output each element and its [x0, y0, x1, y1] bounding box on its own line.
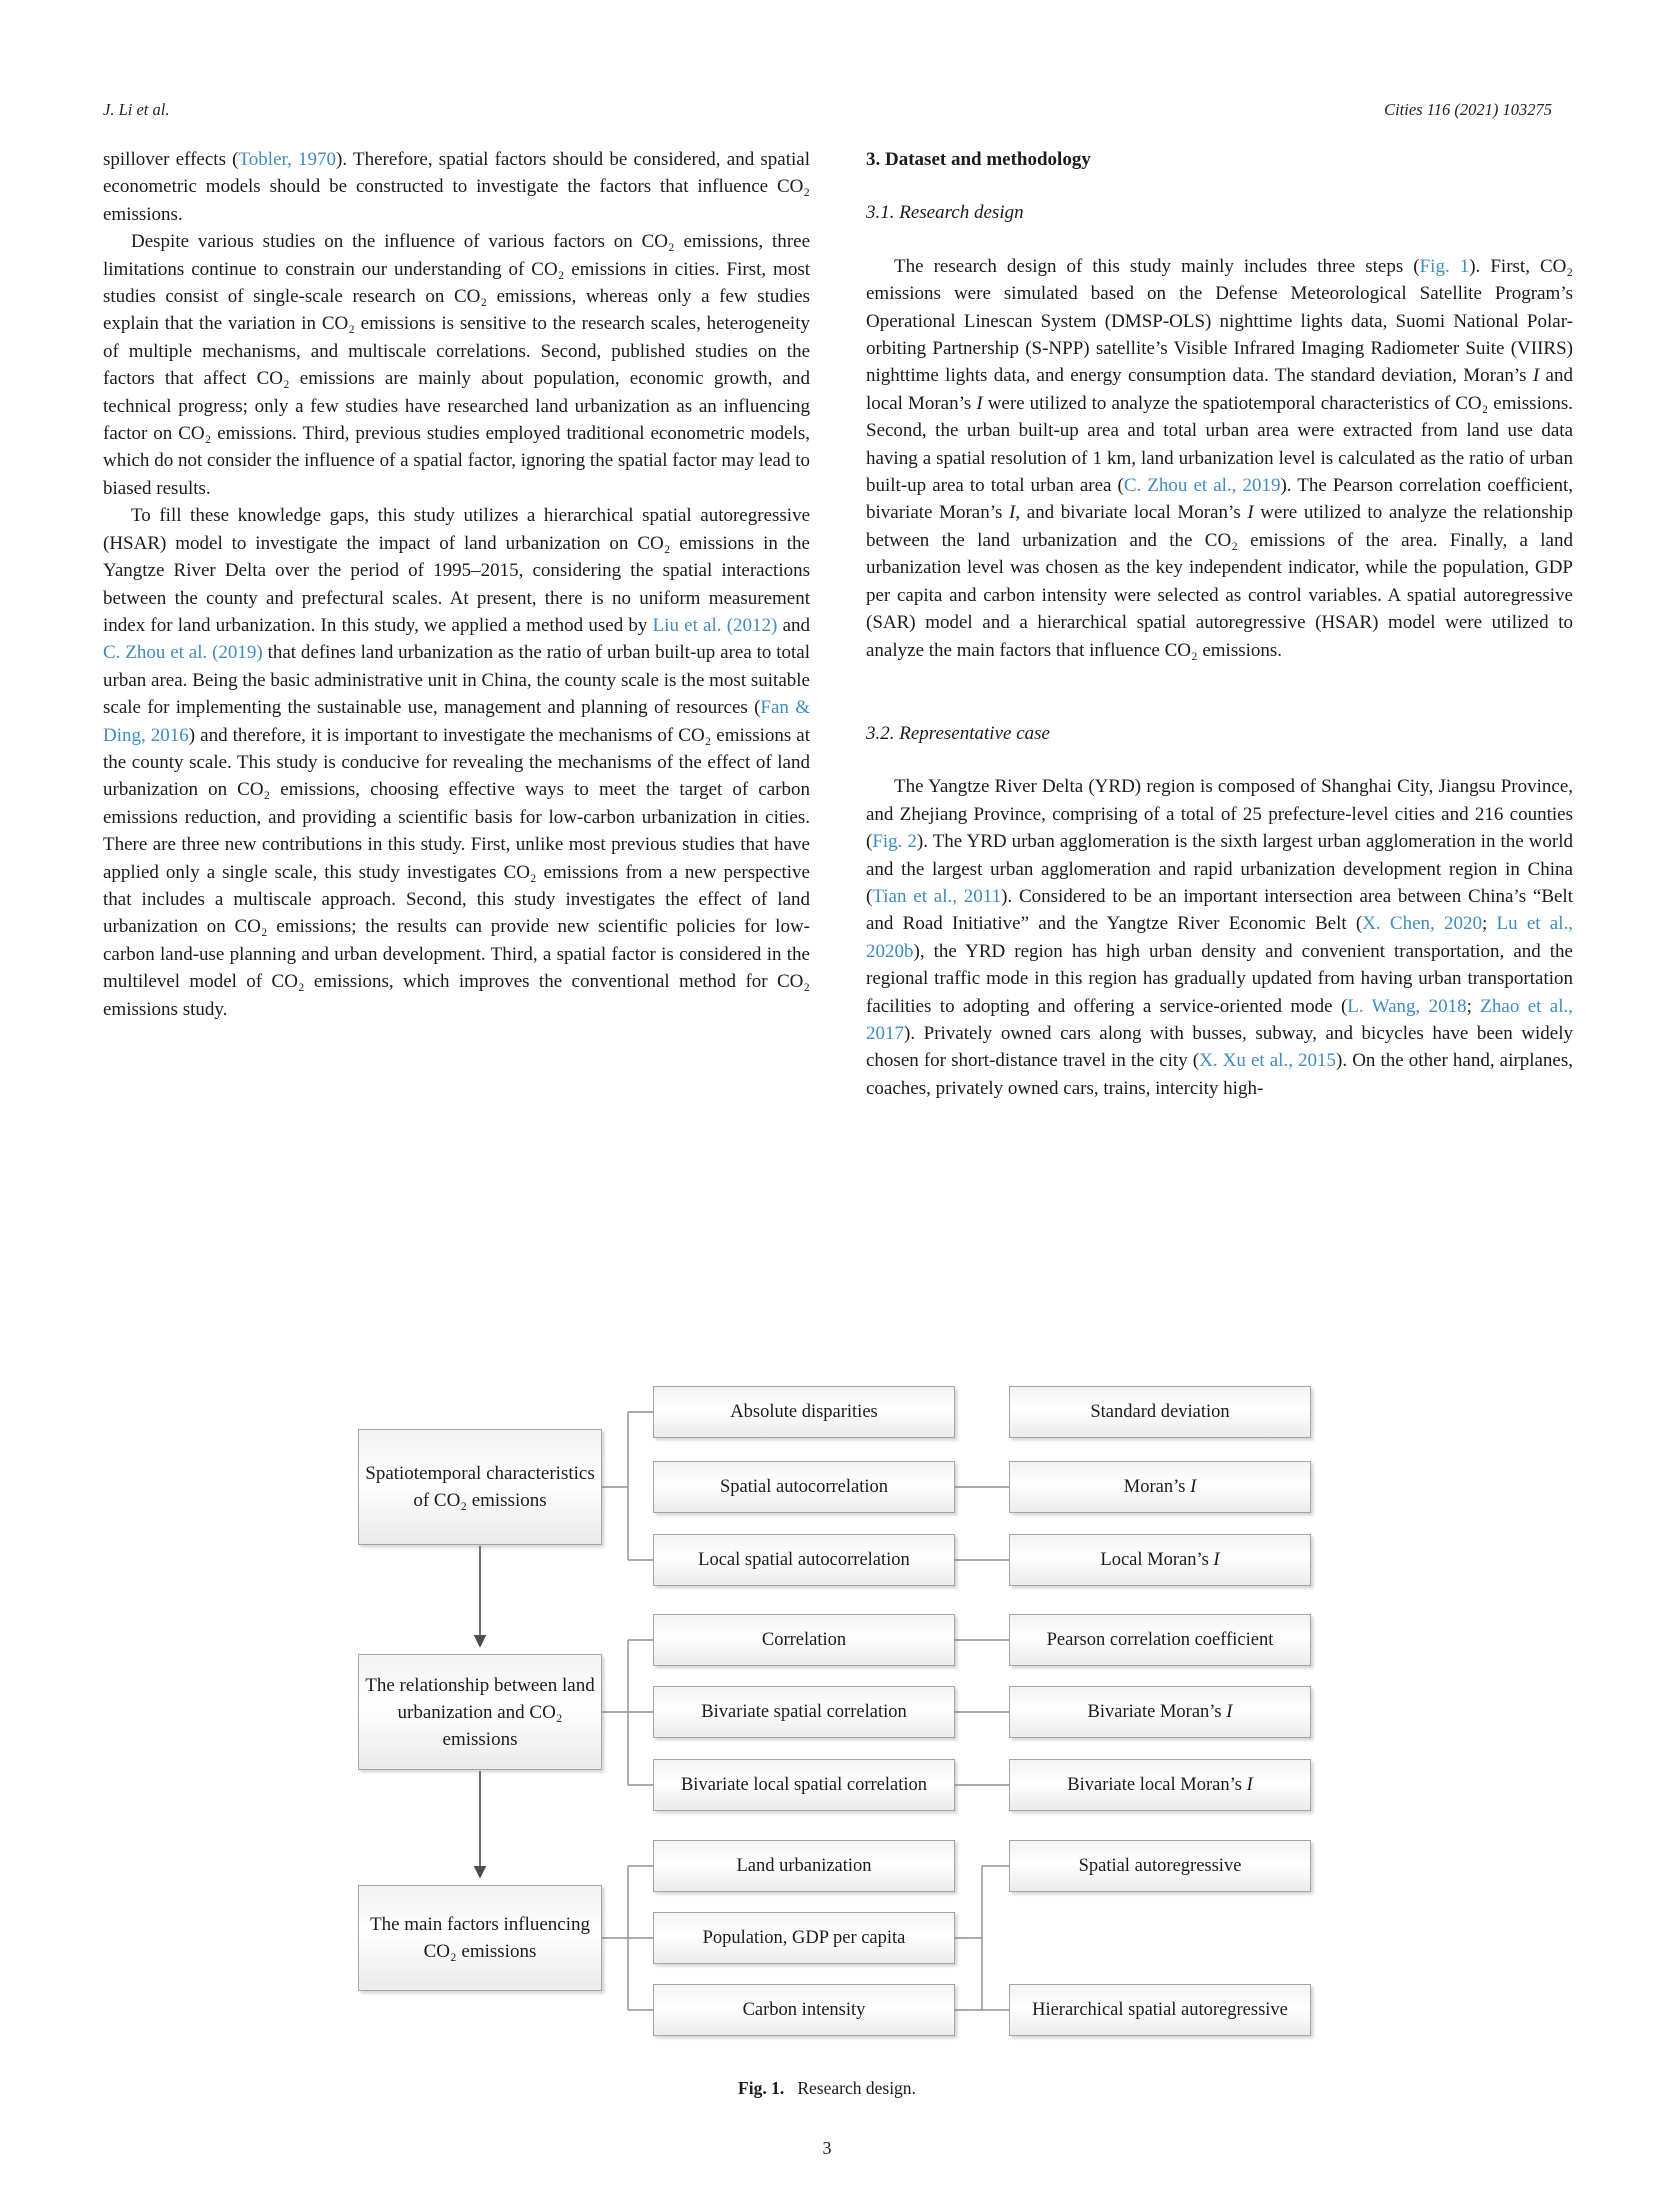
figure-tool-box — [1009, 1984, 1311, 2036]
subsection-heading-research-design: 3.1. Research design — [866, 202, 1024, 224]
paragraph: The Yangtze River Delta (YRD) region is composed of Shanghai City, Jiangsu Province, and Zhejiang Province, comprising of a total of 25 prefecture-level cities and 216 counties (Fig. 2). The YRD urban agglomeration is the sixth largest urban agglomeration in the world and the largest urban agglomeration and rapid urbanization development region in China (Tian et al., 2011). Considered to be an important intersection area between China’s “Belt and Road Initiative” and the Yangtze River Economic Belt (X. Chen, 2020; Lu et al., 2020b), the YRD region has high urban density and convenient transportation, and the regional traffic mode in this region has gradually updated from having urban transportation facilities to adopting and offering a service-oriented mode (L. Wang, 2018; Zhao et al., 2017). Privately owned cars along with busses, subway, and bicycles have been widely chosen for short-distance travel in the city (X. Xu et al., 2015). On the other hand, airplanes, coaches, privately owned cars, trains, intercity high- — [866, 776, 1574, 1099]
figure-method-box: Land urbanization — [653, 1840, 955, 1892]
page-number: 3 — [822, 2138, 832, 2158]
figure-tool-box — [1009, 1614, 1311, 1666]
citation-link[interactable]: Fig. 1 — [1419, 255, 1470, 277]
figure-tool-box — [1009, 1840, 1311, 1892]
figure-tool-box — [1009, 1686, 1311, 1738]
figure-method-box: Correlation — [653, 1614, 955, 1666]
paragraph: Despite various studies on the influence of various factors on CO₂ emissions, three limitations continue to constrain our understanding of CO₂ emissions in cities. First, most studies consist of single-scale research on CO₂ emissions, whereas only a few studies explain that the variation in CO₂ emissions is sensitive to the research scales, heterogeneity of multiple mechanisms, and multiscale correlations. Second, published studies on the factors that affect CO₂ emissions are mainly about population, economic growth, and technical progress; only a few studies have researched land urbanization as an influencing factor on CO₂ emissions. Third, previous studies employed traditional econometric models, which do not consider the influence of a spatial factor, ignoring the spatial factor may lead to biased results. — [103, 231, 810, 499]
column-right — [866, 146, 1573, 1102]
citation-link[interactable]: Tian et al., 2011 — [872, 885, 1002, 907]
figure-tool-box — [1009, 1534, 1311, 1586]
citation-link[interactable]: Fig. 2 — [872, 831, 917, 853]
figure-caption-label: Fig. 1. — [738, 2078, 785, 2098]
figure-tool-label: Bivariate Moran’s I — [1087, 1701, 1233, 1722]
figure-tool-label: Spatial autoregressive — [1078, 1855, 1242, 1876]
figure-tool-label: Pearson correlation coefficient — [1046, 1629, 1274, 1650]
citation-link[interactable]: X. Chen, 2020 — [1362, 913, 1482, 935]
figure-tool-box — [1009, 1386, 1311, 1438]
column-left — [103, 146, 810, 1023]
figure-caption-text: Research design. — [797, 2078, 916, 2098]
paragraph: To fill these knowledge gaps, this study utilizes a hierarchical spatial autoregressive (HSAR) model to investigate the impact of land urbanization on CO₂ emissions in the Yangtze River Delta over the period of 1995–2015, considering the spatial interactions between the county and prefectural scales. At present, there is no uniform measurement index for land urbanization. In this study, we applied a method used by Liu et al. (2012) and C. Zhou et al. (2019) that defines land urbanization as the ratio of urban built-up area to total urban area. Being the basic administrative unit in China, the county scale is the most suitable scale for implementing the sustainable use, management and planning of resources (Fan & Ding, 2016) and therefore, it is important to investigate the mechanisms of CO₂ emissions at the county scale. This study is conducive for revealing the mechanisms of the effect of land urbanization on CO₂ emissions, choosing effective ways to meet the target of carbon emissions reduction, and providing a scientific basis for low-carbon urbanization in cities. There are three new contributions in this study. First, unlike most previous studies that have applied only a single scale, this study investigates CO₂ emissions from a new perspective that includes a multiscale approach. Second, this study investigates the effect of land urbanization on CO₂ emissions; the results can provide new scientific policies for low-carbon land-use planning and urban development. Third, a spatial factor is considered in the multilevel model of CO₂ emissions, which improves the conventional method for CO₂ emissions study. — [103, 505, 810, 1020]
citation-link[interactable]: Tobler, 1970 — [238, 149, 337, 170]
running-head-journal: Cities 116 (2021) 103275 — [1384, 100, 1552, 119]
subsection-heading-representative-case: 3.2. Representative case — [866, 722, 1050, 744]
figure-tool-label: Local Moran’s I — [1100, 1549, 1220, 1570]
figure-stage-box: Spatiotemporal characteristics of CO₂ emissions — [358, 1429, 602, 1545]
citation-link[interactable]: Zhao et al., 2017 — [866, 995, 1574, 1044]
section-heading-dataset-methodology: 3. Dataset and methodology — [866, 149, 1091, 170]
running-head-authors: J. Li et al. — [103, 100, 170, 119]
figure-method-box: Spatial autocorrelation — [653, 1461, 955, 1513]
figure-caption — [0, 2078, 1654, 2099]
figure-method-box: Population, GDP per capita — [653, 1912, 955, 1964]
figure-method-box: Local spatial autocorrelation — [653, 1534, 955, 1586]
figure-stage-box: The main factors influencing CO₂ emissions — [358, 1885, 602, 1991]
citation-link[interactable]: C. Zhou et al. (2019) — [103, 642, 263, 664]
figure-method-box: Carbon intensity — [653, 1984, 955, 2036]
paragraph: spillover effects (Tobler, 1970). Therefore, spatial factors should be considered, and spatial econometric models should be constructed to investigate the factors that influence CO₂ emissions. — [103, 149, 810, 225]
figure-method-box: Bivariate spatial correlation — [653, 1686, 955, 1738]
figure-tool-box — [1009, 1759, 1311, 1811]
citation-link[interactable]: Liu et al. (2012) — [652, 614, 778, 636]
figure-method-box: Absolute disparities — [653, 1386, 955, 1438]
figure-tool-label: Hierarchical spatial autoregressive — [1032, 1999, 1288, 2020]
citation-link[interactable]: X. Xu et al., 2015 — [1199, 1050, 1337, 1072]
citation-link[interactable]: L. Wang, 2018 — [1347, 995, 1467, 1017]
paragraph: The research design of this study mainly includes three steps (Fig. 1). First, CO₂ emissions were simulated based on the Defense Meteorological Satellite Program’s Operational Linescan System (DMSP-OLS) nighttime lights data, Suomi National Polar-orbiting Partnership (S-NPP) satellite’s Visible Infrared Imaging Radiometer Suite (VIIRS) nighttime lights data, and energy consumption data. The standard deviation, Moran’s I and local Moran’s I were utilized to analyze the spatiotemporal characteristics of CO₂ emissions. Second, the urban built-up area and total urban area were extracted from land use data having a spatial resolution of 1 km, land urbanization level is calculated as the ratio of urban built-up area to total urban area (C. Zhou et al., 2019). The Pearson correlation coefficient, bivariate Moran’s I, and bivariate local Moran’s I were utilized to analyze the relationship between the land urbanization and the CO₂ emissions of the area. Finally, a land urbanization level was chosen as the key independent indicator, while the population, GDP per capita and carbon intensity were selected as control variables. A spatial autoregressive (SAR) model and a hierarchical spatial autoregressive (HSAR) model were utilized to analyze the main factors that influence CO₂ emissions. — [866, 255, 1573, 661]
citation-link[interactable]: Lu et al., 2020b — [866, 913, 1574, 962]
figure-tool-label: Moran’s I — [1123, 1476, 1197, 1497]
figure-stage-box: The relationship between land urbanization and CO₂ emissions — [358, 1654, 602, 1770]
citation-link[interactable]: Fan & Ding, 2016 — [103, 697, 810, 746]
figure-method-box: Bivariate local spatial correlation — [653, 1759, 955, 1811]
figure-tool-label: Bivariate local Moran’s I — [1067, 1774, 1253, 1795]
figure-tool-label: Standard deviation — [1090, 1401, 1230, 1422]
figure-tool-box — [1009, 1461, 1311, 1513]
citation-link[interactable]: C. Zhou et al., 2019 — [1123, 475, 1281, 497]
